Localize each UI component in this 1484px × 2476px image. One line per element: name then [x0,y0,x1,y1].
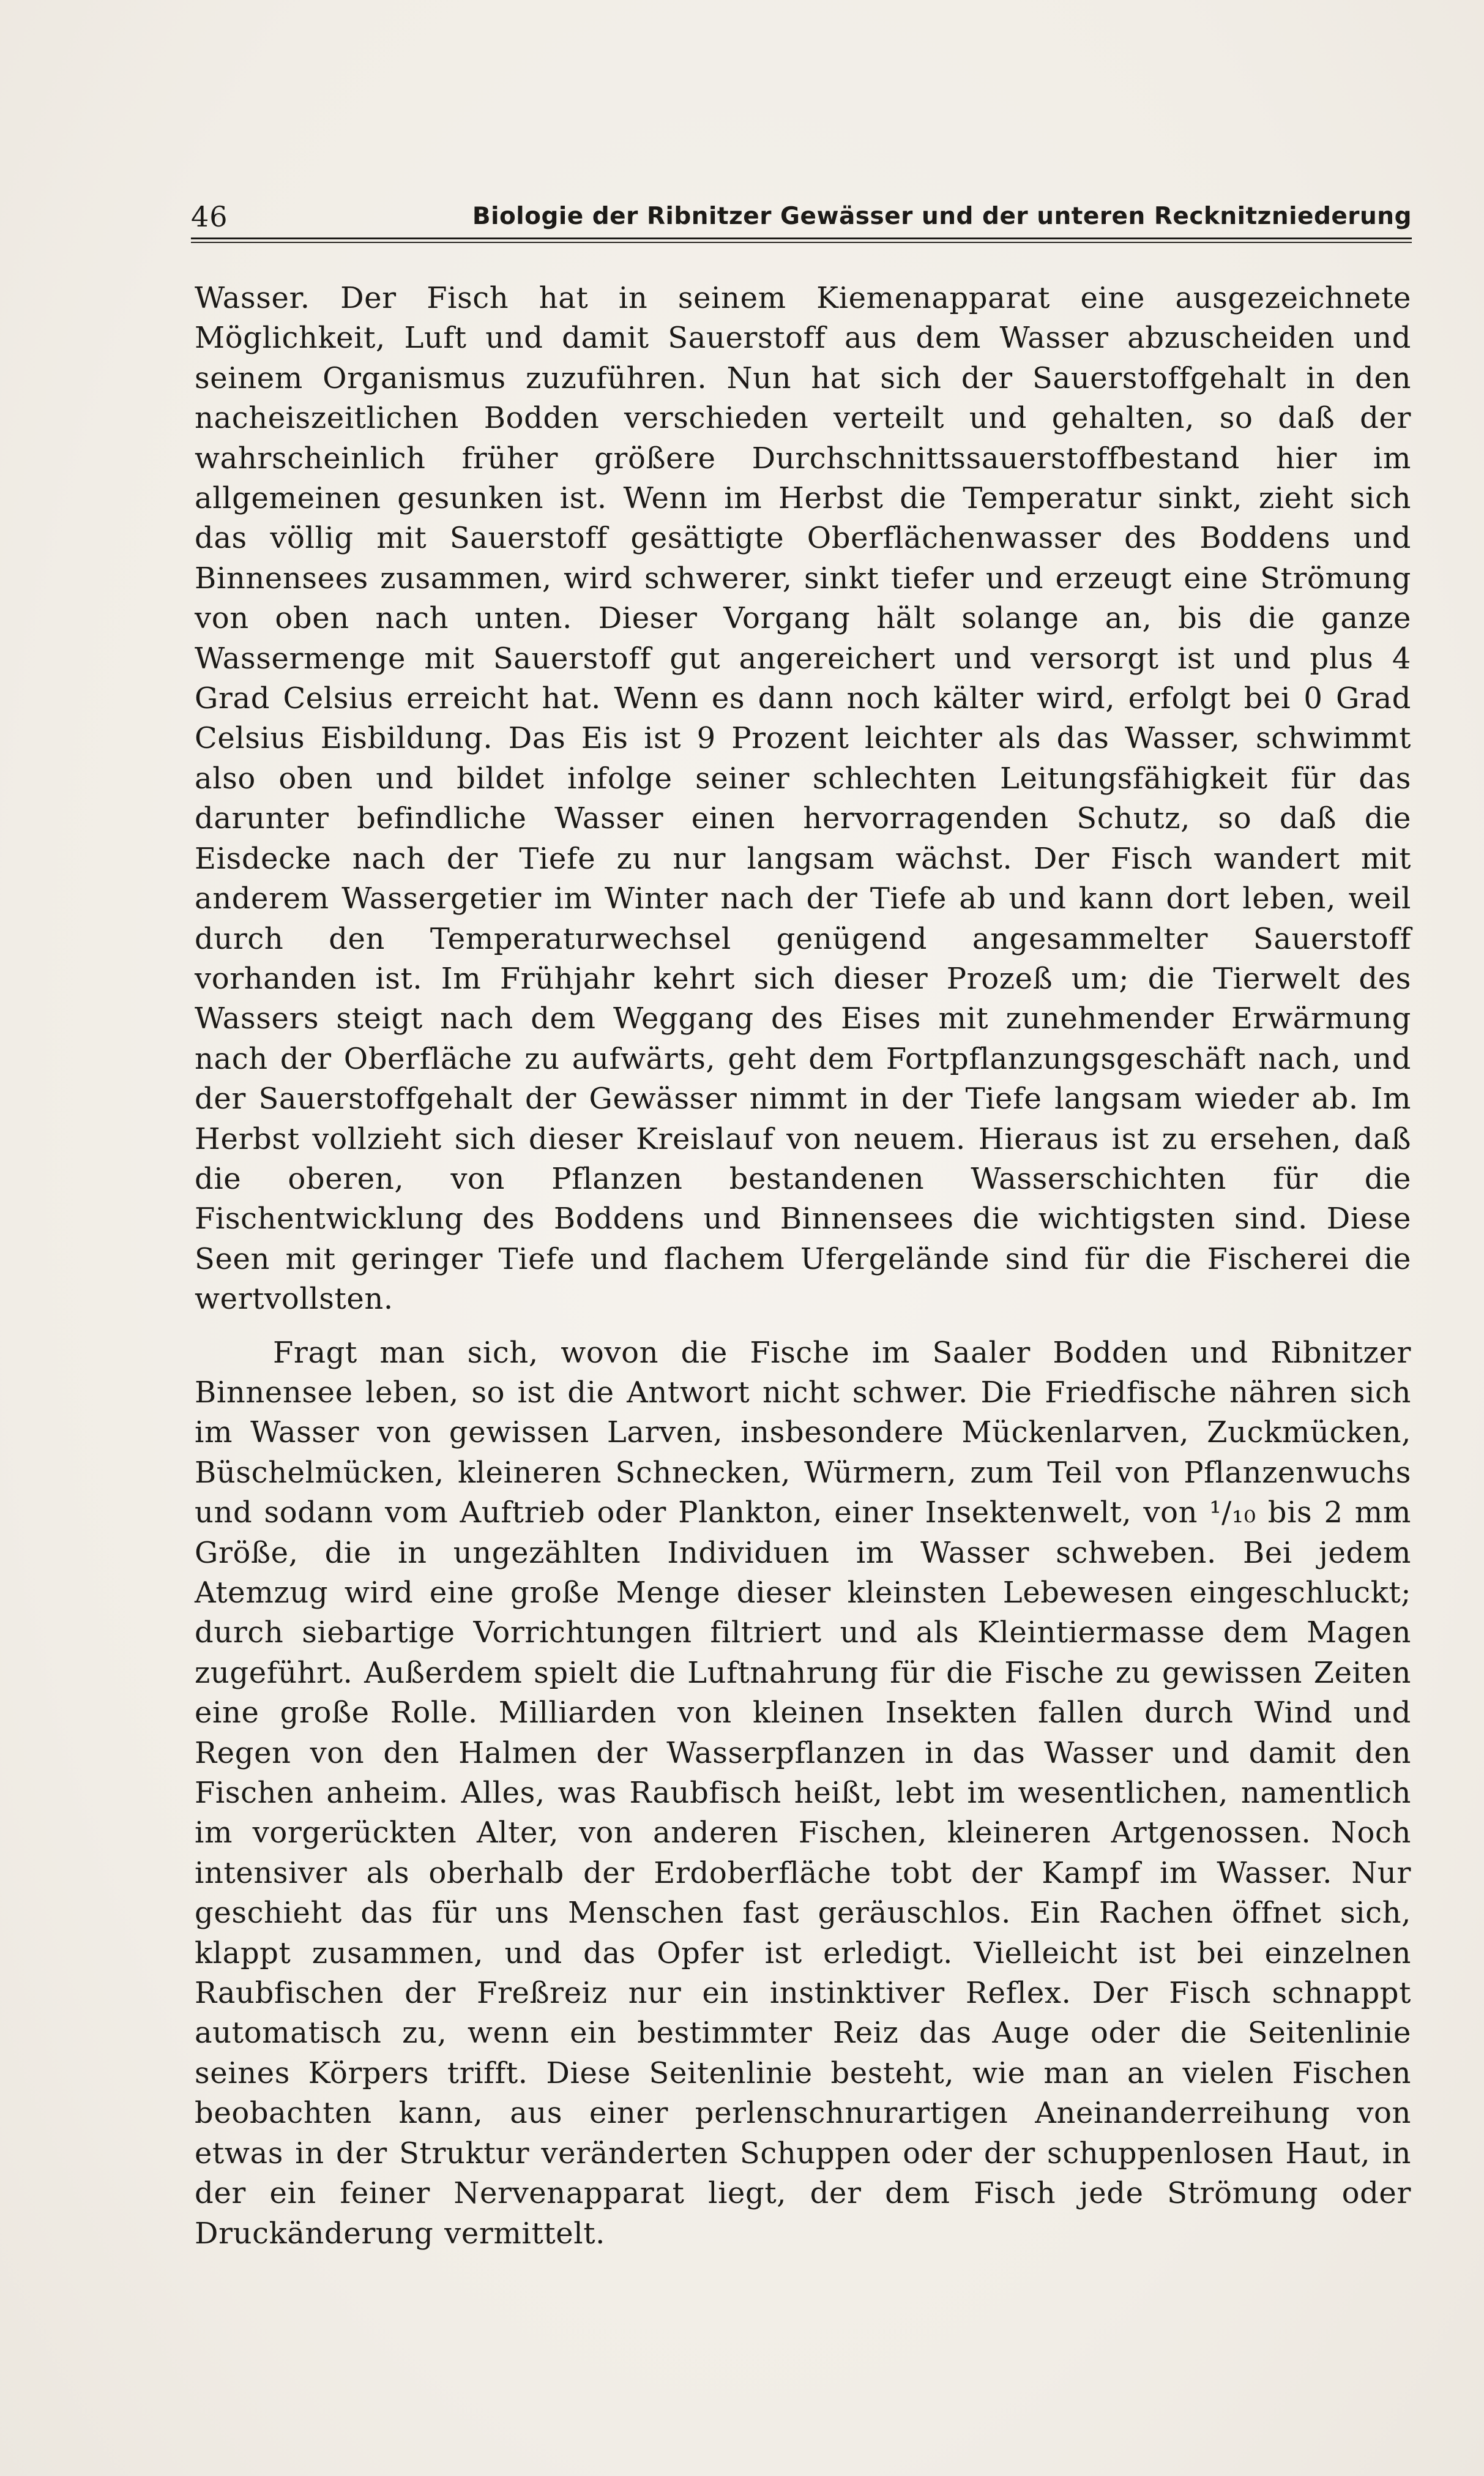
page-number: 46 [191,200,228,233]
body-text [195,279,1411,2254]
paragraph-2: Fragt man sich, wovon die Fische im Saaler Bodden und Ribnitzer Binnensee leben, so ist die Antwort nicht schwer. Die Friedfische nähren sich im Wasser von gewissen Larven, insbesondere Mückenlarven, Zuckmücken, Büschelmücken, kleineren Schnecken, Würmern, zum Teil von Pflanzenwuchs und sodann vom Auftrieb oder Plankton, einer Insektenwelt, von ¹/₁₀ bis 2 mm Größe, die in ungezählten Individuen im Wasser schweben. Bei jedem Atemzug wird eine große Menge dieser kleinsten Lebewesen eingeschluckt; durch siebartige Vorrichtungen filtriert und als Kleintiermasse dem Magen zugeführt. Außerdem spielt die Luftnahrung für die Fische zu gewissen Zeiten eine große Rolle. Milliarden von kleinen Insekten fallen durch Wind und Regen von den Halmen der Wasserpflanzen in das Wasser und damit den Fischen anheim. Alles, was Raubfisch heißt, lebt im wesentlichen, namentlich im vorgerückten Alter, von anderen Fischen, kleineren Artgenossen. Noch intensiver als oberhalb der Erdoberfläche tobt der Kampf im Wasser. Nur geschieht das für uns Menschen fast geräuschlos. Ein Rachen öffnet sich, klappt zusammen, und das Opfer ist erledigt. Vielleicht ist bei einzelnen Raubfischen der Freßreiz nur ein instinktiver Reflex. Der Fisch schnappt automatisch zu, wenn ein bestimmter Reiz das Auge oder die Seitenlinie seines Körpers trifft. Diese Seitenlinie besteht, wie man an vielen Fischen beobachten kann, aus einer perlenschnurartigen Aneinanderreihung von etwas in der Struktur veränderten Schuppen oder der schuppenlosen Haut, in der ein feiner Nervenapparat liegt, der dem Fisch jede Strömung oder Druckänderung vermittelt. [195,1335,1411,2251]
paragraph-1: Wasser. Der Fisch hat in seinem Kiemenapparat eine ausgezeichnete Möglichkeit, Luft und damit Sauerstoff aus dem Wasser abzuscheiden und seinem Organismus zuzuführen. Nun hat sich der Sauerstoffgehalt in den nacheiszeitlichen Bodden verschieden verteilt und gehalten, so daß der wahrscheinlich früher größere Durchschnittssauerstoffbestand hier im allgemeinen gesunken ist. Wenn im Herbst die Temperatur sinkt, zieht sich das völlig mit Sauerstoff gesättigte Oberflächenwasser des Boddens und Binnensees zusammen, wird schwerer, sinkt tiefer und erzeugt eine Strömung von oben nach unten. Dieser Vorgang hält solange an, bis die ganze Wassermenge mit Sauerstoff gut angereichert und versorgt ist und plus 4 Grad Celsius erreicht hat. Wenn es dann noch kälter wird, erfolgt bei 0 Grad Celsius Eisbildung. Das Eis ist 9 Prozent leichter als das Wasser, schwimmt also oben und bildet infolge seiner schlechten Leitungsfähigkeit für das darunter befindliche Wasser einen hervorragenden Schutz, so daß die Eisdecke nach der Tiefe zu nur langsam wächst. Der Fisch wandert mit anderem Wassergetier im Winter nach der Tiefe ab und kann dort leben, weil durch den Temperaturwechsel genügend angesammelter Sauerstoff vorhanden ist. Im Frühjahr kehrt sich dieser Prozeß um; die Tierwelt des Wassers steigt nach dem Weggang des Eises mit zunehmender Erwärmung nach der Oberfläche zu aufwärts, geht dem Fortpflanzungsgeschäft nach, und der Sauerstoffgehalt der Gewässer nimmt in der Tiefe langsam wieder ab. Im Herbst vollzieht sich dieser Kreislauf von neuem. Hieraus ist zu ersehen, daß die oberen, von Pflanzen bestandenen Wasserschichten für die Fischentwicklung des Boddens und Binnensees die wichtigsten sind. Diese Seen mit geringer Tiefe und flachem Ufergelände sind für die Fischerei die wertvollsten. [195,281,1411,1317]
header-rule-secondary [191,242,1412,243]
header-rule [191,238,1412,239]
running-title: Biologie der Ribnitzer Gewässer und der unteren Recknitzniederung [472,203,1412,230]
running-head [191,196,1412,233]
